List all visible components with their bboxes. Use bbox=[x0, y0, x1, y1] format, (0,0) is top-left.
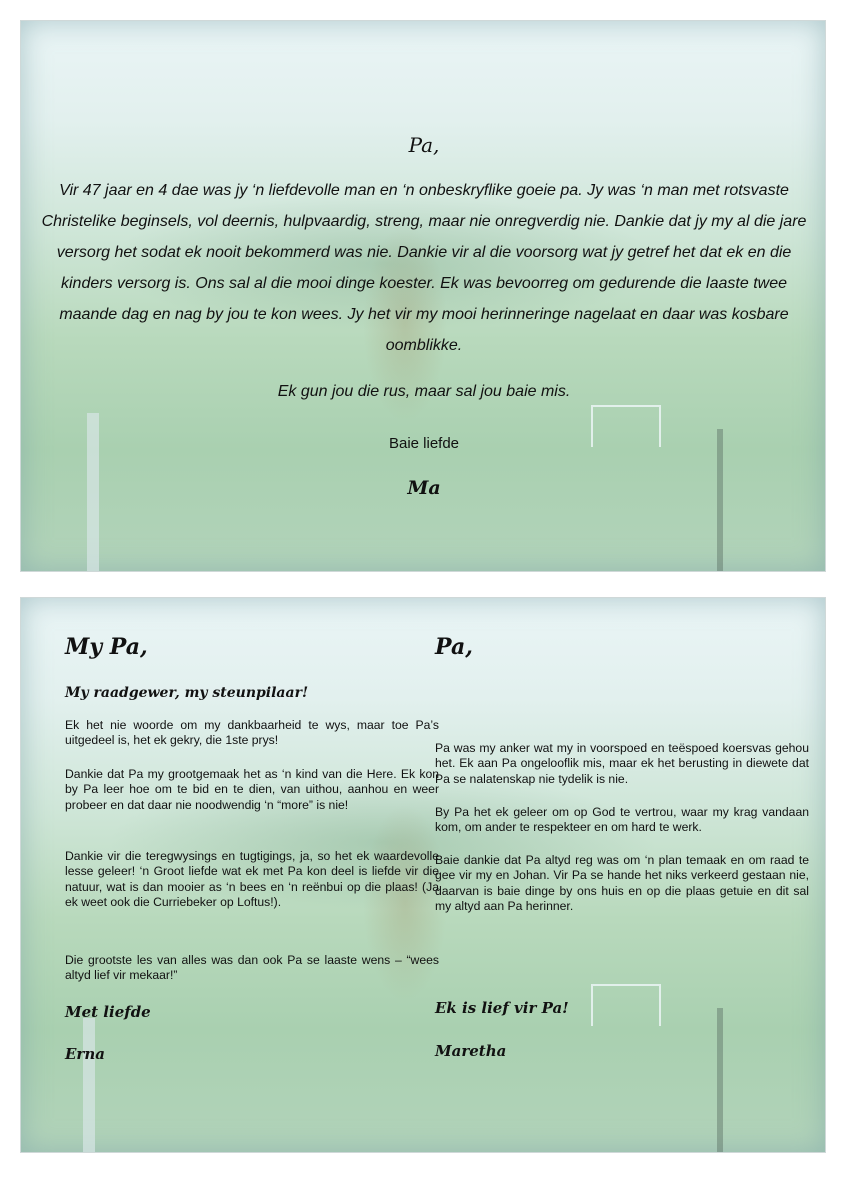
right-closing: Ek is lief vir Pa! bbox=[435, 999, 569, 1017]
top-memorial-card bbox=[20, 20, 826, 572]
bottom-memorial-card bbox=[20, 597, 826, 1153]
right-paragraph: By Pa het ek geleer om op God te vertrou, waar my krag vandaan kom, om ander te respekteer en om hard te werk. bbox=[435, 805, 809, 835]
right-heading: Pa, bbox=[435, 634, 473, 660]
top-signature: Ma bbox=[407, 477, 441, 499]
left-heading: My Pa, bbox=[65, 634, 148, 660]
fence-post bbox=[717, 1008, 723, 1153]
left-subheading: My raadgewer, my steunpilaar! bbox=[65, 685, 309, 701]
fence-post bbox=[83, 1018, 95, 1153]
top-greeting: Pa, bbox=[408, 133, 440, 157]
left-paragraph: Ek het nie woorde om my dankbaarheid te wys, maar toe Pa’s uitgedeel is, het ek gekry, die 1ste prys! bbox=[65, 718, 439, 748]
right-signature: Maretha bbox=[435, 1042, 507, 1060]
soccer-goal-image bbox=[591, 984, 661, 1026]
right-paragraph: Pa was my anker wat my in voorspoed en teëspoed koersvas gehou het. Ek aan Pa ongelooflik mis, maar ek het berusting in diewete dat Pa se nalatenskap nie tydelik is nie. bbox=[435, 741, 809, 786]
right-paragraph: Baie dankie dat Pa altyd reg was om ‘n plan temaak en om raad te gee vir my en Johan. Vir Pa se hande het niks verkeerd gestaan nie, daarvan is baie dinge by ons huis en op die plaas getuie en dit sal my altyd aan Pa herinner. bbox=[435, 853, 809, 914]
left-paragraph: Dankie dat Pa my grootgemaak het as ‘n kind van die Here. Ek kon by Pa leer hoe om te bid en te dien, van uithou, aanhou en weer probeer en dat daar nie noodwendig ‘n “more” is nie! bbox=[65, 767, 439, 812]
left-paragraph: Die grootste les van alles was dan ook Pa se laaste wens – “wees altyd lief vir mekaar!” bbox=[65, 953, 439, 983]
left-closing: Met liefde bbox=[65, 1003, 151, 1021]
top-message: Vir 47 jaar en 4 dae was jy ‘n liefdevolle man en ‘n onbeskryflike goeie pa. Jy was ‘n man met rotsvaste Christelike beginsels, vol deernis, hulpvaardig, streng, maar nie onregverdig nie. Dankie dat jy my al die jare versorg het sodat ek nooit bekommerd was nie. Dankie vir al die voorsorg wat jy getref het dat ek en die kinders versorg is. Ons sal al die mooi dinge koester. Ek was bevoorreg om gedurende die laaste twee maande dag en nag by jou te kon wees. Jy het vir my mooi herinneringe nagelaat en daar was kosbare oomblikke. bbox=[41, 182, 807, 354]
top-closing-line: Ek gun jou die rus, maar sal jou baie mis. bbox=[277, 383, 571, 400]
left-paragraph: Dankie vir die teregwysings en tugtigings, ja, so het ek waardevolle lesse geleer! ‘n Groot liefde wat ek met Pa kon deel is liefde vir die natuur, wat is dan mooier as ‘n bees en ‘n reënbui op die plaas! (Ja ek weet ook die Curriebeker op Loftus!). bbox=[65, 849, 439, 910]
top-love: Baie liefde bbox=[388, 435, 460, 452]
left-signature: Erna bbox=[65, 1045, 105, 1063]
